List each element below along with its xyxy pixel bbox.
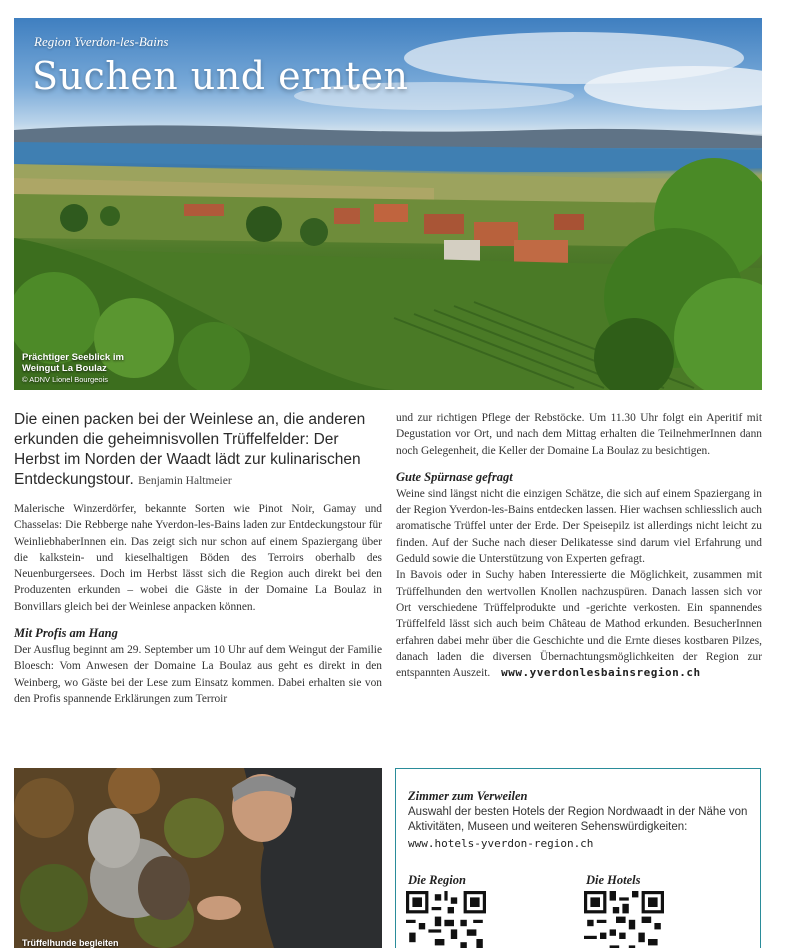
paragraph-bavois-text: In Bavois oder in Suchy haben Interessierte die Möglichkeit, zusammen mit Trüffelhunden den wertvollen Knollen nachzuspüren. Danach lassen sich vor Ort verschiedene Trüffelprodukte und -gerichte verkosten. Ein spannendes Trüffelfeld lässt sich auch beim Château de Mathod erkunden. BesucherInnen erfahren dabei mehr über die Geschichte und die Ernte dieses kostbaren Pilzes, danach laden die diversen Übernachtungsmöglichkeiten der Region zur entspannten Auszeit. <box>396 569 762 680</box>
subhead-profis: Mit Profis am Hang <box>14 626 118 641</box>
hero-image <box>14 18 762 390</box>
truffle-dog-illustration <box>14 768 382 948</box>
hero-caption-line2: Weingut La Boulaz <box>22 363 107 374</box>
hero-caption-line1: Prächtiger Seeblick im <box>22 352 124 363</box>
qr-code-region-icon[interactable] <box>406 891 486 948</box>
qr-label-region: Die Region <box>408 873 466 887</box>
paragraph-ausflug: Der Ausflug beginnt am 29. September um 10 Uhr auf dem Weingut der Familie Bloesch: Vom Anwesen der Domaine La Boulaz aus geht es direkt in den Weinberg, wo Gäste bei der Lese zum Einsatz kommen. Dabei erhalten sie von den Profis spannende Erklärungen zum Terroir <box>14 644 382 705</box>
page-title: Suchen und ernten <box>32 54 409 98</box>
infobox-text: Auswahl der besten Hotels der Region Nordwaadt in der Nähe von Aktivitäten, Museen und weiteren Sehenswürdigkeiten: <box>408 806 748 833</box>
paragraph-bavois <box>396 567 762 681</box>
subhead-spuernase: Gute Spürnase gefragt <box>396 469 513 484</box>
hotels-website-link[interactable]: www.hotels-yverdon-region.ch <box>408 837 594 850</box>
region-website-link[interactable]: www.yverdonlesbainsregion.ch <box>501 666 701 680</box>
article-lead <box>14 410 382 491</box>
hero-kicker: Region Yverdon-les-Bains <box>34 34 169 49</box>
paragraph-trueffel: Weine sind längst nicht die einzigen Schätze, die sich auf einem Spaziergang in der Region Yverdon-les-Bains entdecken lassen. Hier wachsen schliesslich auch aromatische Trüffel unter der Erde. Der Speisepilz ist allerdings nicht leicht zu finden. Auf der Suche nach dieser Delikatesse sind darum viel Erfahrung und Geduld sowie die Unterstützung von Experten gefragt. <box>396 487 762 566</box>
hero-credit: © ADNV Lionel Bourgeois <box>22 375 108 384</box>
article-column-right <box>396 410 762 681</box>
article-column-left <box>14 410 382 707</box>
lead-text: Die einen packen bei der Weinlese an, die anderen erkunden die geheimnisvollen Trüffelfelder: Der Herbst im Norden der Waadt lädt zur kulinarischen Entdeckungstour. <box>14 411 366 488</box>
paragraph-intro: Malerische Winzerdörfer, bekannte Sorten wie Pinot Noir, Gamay und Chasselas: Die Rebberge nahe Yverdon-les-Bains laden zur Entdeckungstour für WeinliebhaberInnen ein. Das zeigt sich nur schon auf einem Spaziergang über die kalkstein- und kieselhaltigen Böden des Terroirs oberhalb des Neuenburgersees. Doch im Herbst lässt sich die Region auch direkt bei den Produzenten erkunden – wobei die Gäste in der Domaine La Boulaz in Bonvillars gleich bei der Weinlese anpacken können. <box>14 503 382 613</box>
infobox-title: Zimmer zum Verweilen <box>408 789 528 803</box>
qr-code-hotels-icon[interactable] <box>584 891 664 948</box>
author-name: Benjamin Haltmeier <box>138 475 232 487</box>
hero-caption <box>22 352 124 374</box>
truffle-dog-photo <box>14 768 382 948</box>
hotel-info-box <box>395 768 761 948</box>
photo2-caption: Trüffelhunde begleiten <box>22 938 119 948</box>
paragraph-pflege: und zur richtigen Pflege der Rebstöcke. Um 11.30 Uhr folgt ein Aperitif mit Degustation vor Ort, und nach dem Mittag erhalten die TeilnehmerInnen dann noch Gelegenheit, die Keller der Domaine La Boulaz zu besichtigen. <box>396 412 762 457</box>
qr-label-hotels: Die Hotels <box>586 873 641 887</box>
